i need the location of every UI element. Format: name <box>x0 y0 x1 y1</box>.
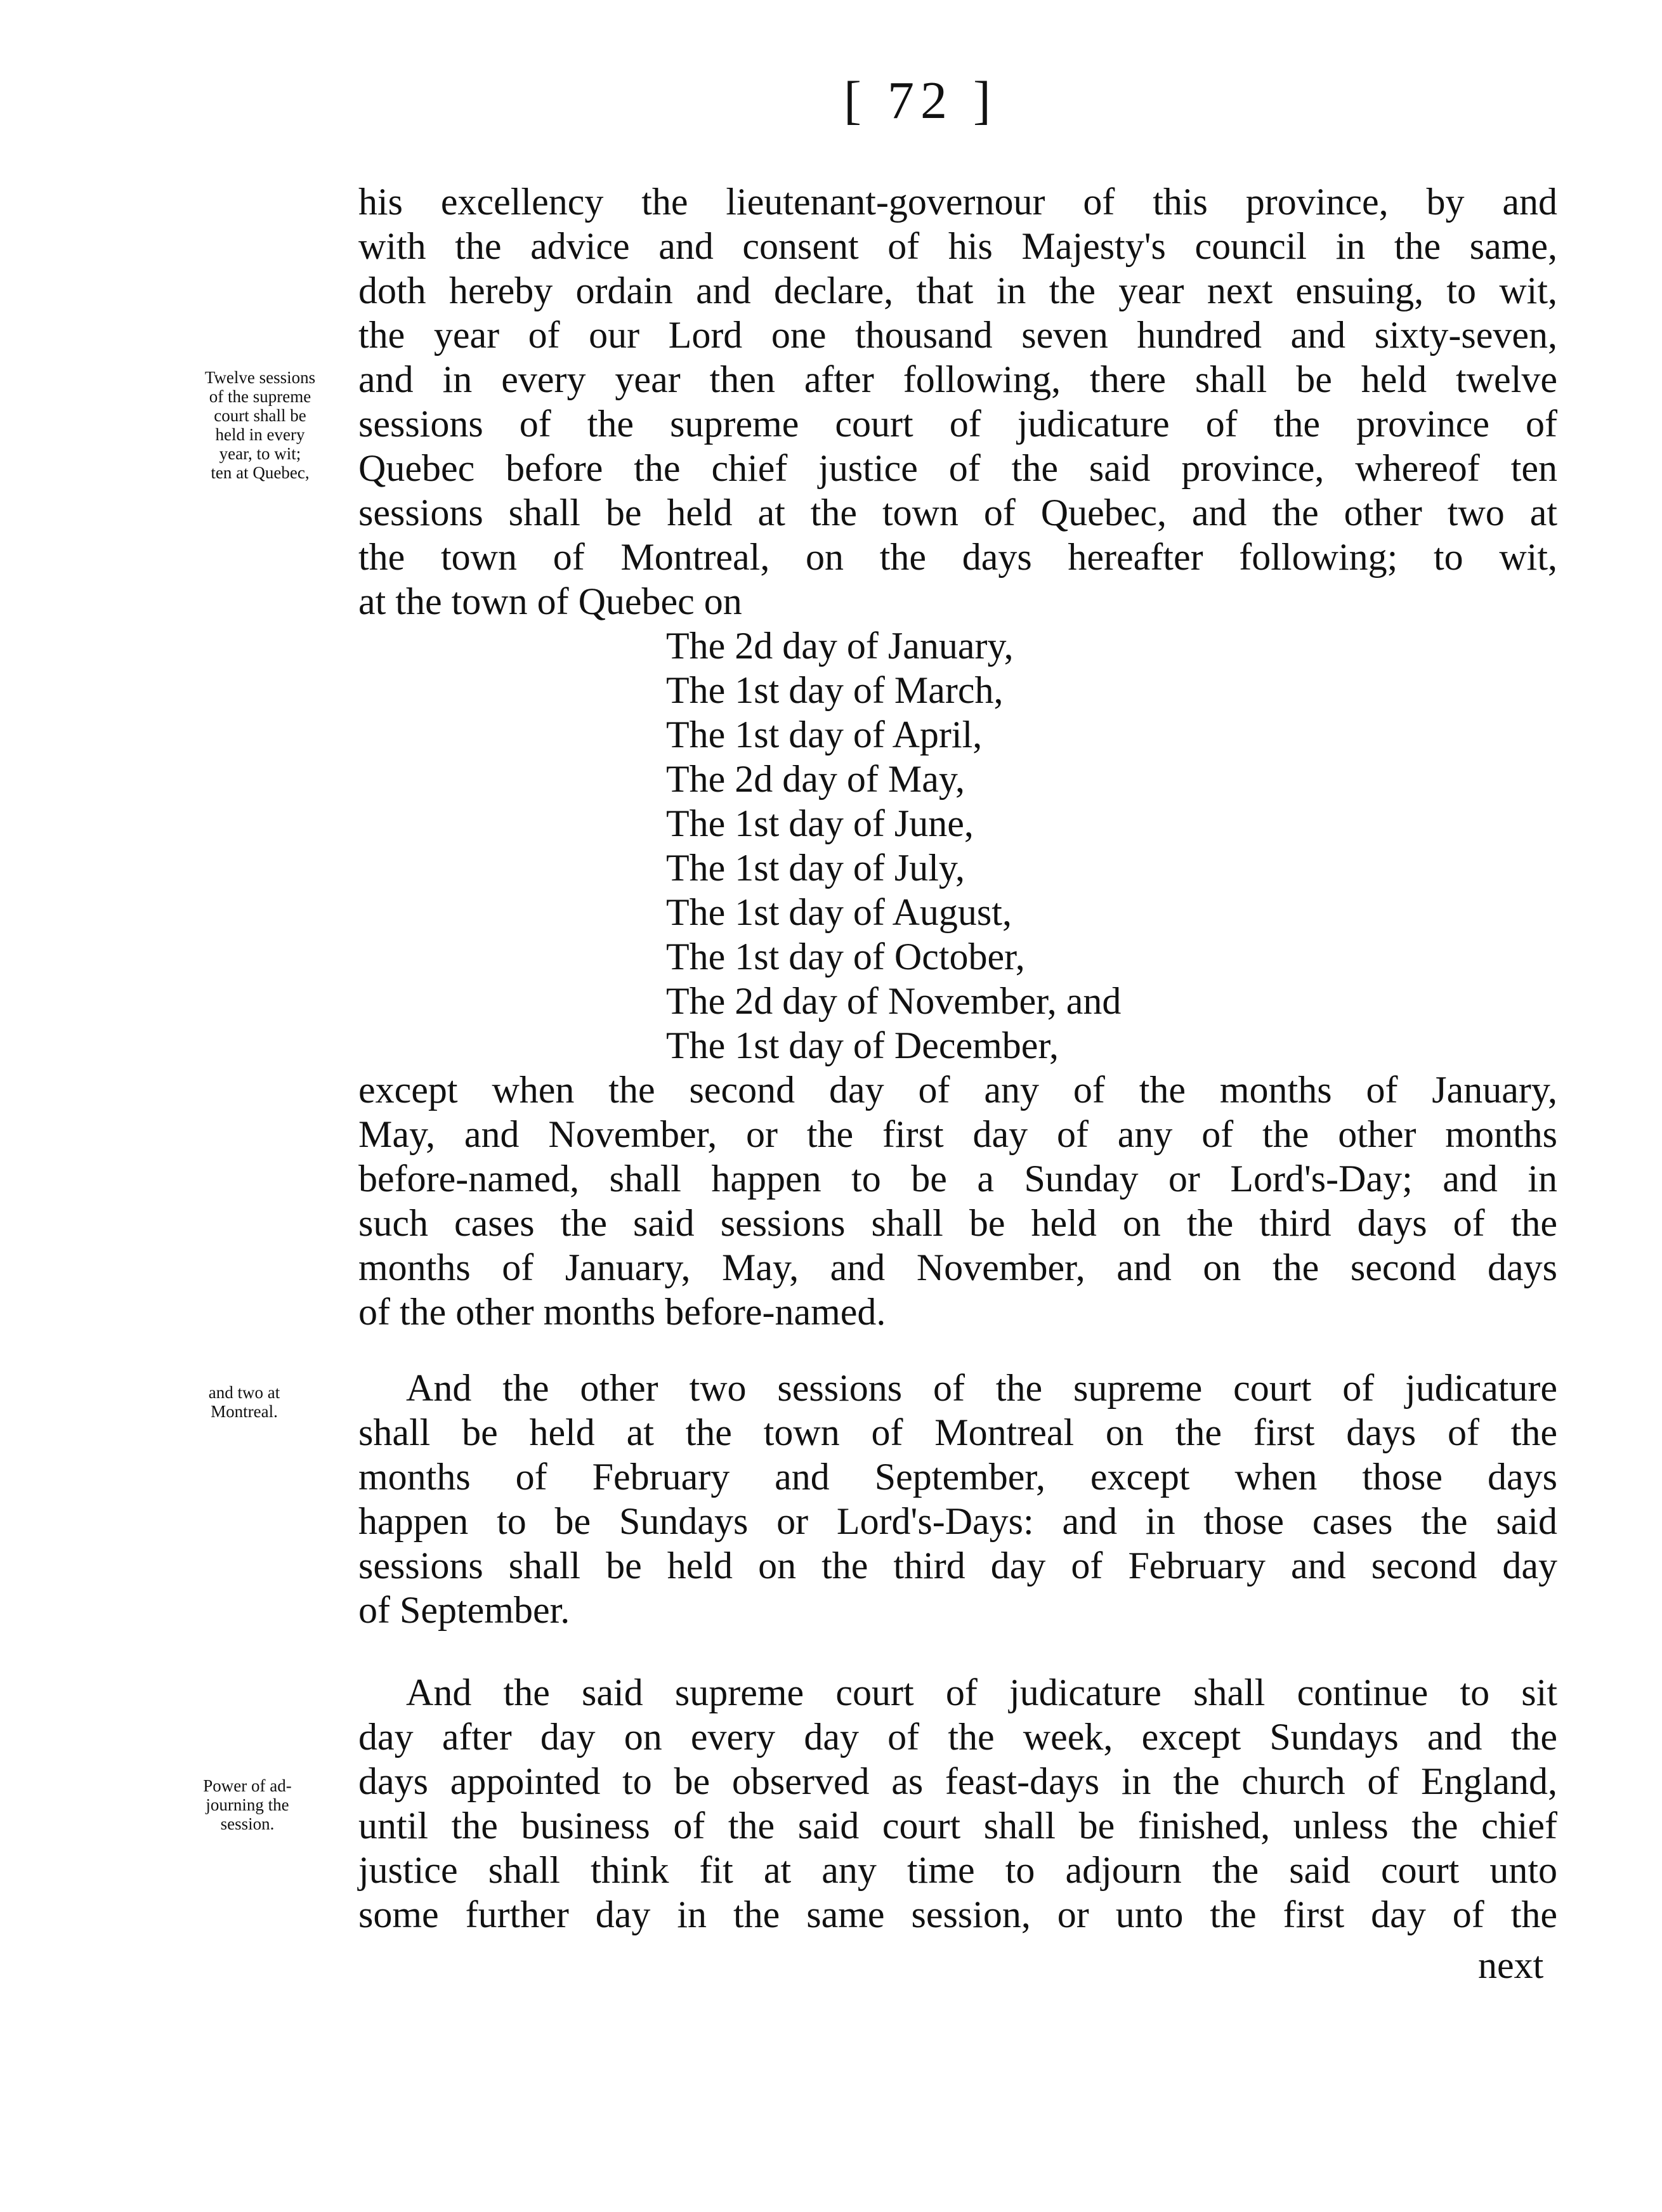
margin-note-line: ten at Quebec, <box>211 463 310 482</box>
text-line: And the other two sessions of the supreme court of judicature <box>406 1367 1557 1409</box>
date-list-item: The 1st day of March, <box>666 669 1004 711</box>
text-line: doth hereby ordain and declare, that in the year next ensuing, to wit, <box>358 270 1557 311</box>
date-list-item: The 2d day of May, <box>666 758 965 800</box>
text-line: day after day on every day of the week, except Sundays and the <box>358 1716 1557 1758</box>
text-line: except when the second day of any of the months of January, <box>358 1069 1557 1111</box>
text-line: before-named, shall happen to be a Sunday or Lord's-Day; and in <box>358 1158 1557 1200</box>
catchword: next <box>1478 1944 1544 1986</box>
text-line: at the town of Quebec on <box>358 580 742 622</box>
date-list-item: The 1st day of June, <box>666 802 974 844</box>
text-line: sessions shall be held at the town of Quebec, and the other two at <box>358 492 1557 533</box>
text-line: his excellency the lieutenant-governour of this province, by and <box>358 181 1557 223</box>
text-line: and in every year then after following, there shall be held twelve <box>358 358 1557 400</box>
text-line: May, and November, or the first day of any of the other months <box>358 1113 1557 1155</box>
date-list-item: The 1st day of August, <box>666 891 1012 933</box>
text-line: shall be held at the town of Montreal on the first days of the <box>358 1411 1557 1453</box>
text-line: And the said supreme court of judicature shall continue to sit <box>406 1672 1557 1713</box>
margin-note-line: of the supreme <box>209 387 311 406</box>
text-line: with the advice and consent of his Majesty's council in the same, <box>358 225 1557 267</box>
margin-note-line: Power of ad- <box>203 1776 292 1795</box>
text-line: such cases the said sessions shall be held on the third days of the <box>358 1202 1557 1244</box>
margin-note-line: session. <box>220 1814 275 1833</box>
margin-note-twelve-sessions <box>174 368 346 482</box>
text-line: of September. <box>358 1589 570 1631</box>
page-number: [ 72 ] <box>844 71 997 130</box>
text-line: the year of our Lord one thousand seven hundred and sixty-seven, <box>358 314 1557 356</box>
margin-note-line: year, to wit; <box>219 444 301 463</box>
text-line: some further day in the same session, or unto the first day of the <box>358 1894 1557 1935</box>
date-list-item: The 1st day of October, <box>666 936 1025 978</box>
text-line: sessions shall be held on the third day of February and second day <box>358 1545 1557 1587</box>
margin-note-line: held in every <box>215 425 305 444</box>
margin-note-line: court shall be <box>214 406 306 425</box>
text-line: of the other months before-named. <box>358 1291 886 1333</box>
margin-note-two-at-montreal <box>174 1383 314 1421</box>
margin-note-line: Montreal. <box>211 1402 278 1421</box>
text-line: happen to be Sundays or Lord's-Days: and in those cases the said <box>358 1500 1557 1542</box>
text-line: the town of Montreal, on the days hereafter following; to wit, <box>358 536 1557 578</box>
date-list-item: The 2d day of November, and <box>666 980 1122 1022</box>
margin-note-line: Twelve sessions <box>204 368 316 387</box>
margin-note-line: and two at <box>208 1383 280 1402</box>
margin-note-line: journing the <box>206 1795 289 1814</box>
date-list-item: The 2d day of January, <box>666 625 1014 667</box>
text-line: months of February and September, except when those days <box>358 1456 1557 1498</box>
text-line: until the business of the said court shall be finished, unless the chief <box>358 1805 1557 1847</box>
text-line: sessions of the supreme court of judicature of the province of <box>358 403 1557 445</box>
date-list-item: The 1st day of July, <box>666 847 965 889</box>
date-list-item: The 1st day of December, <box>666 1024 1059 1066</box>
text-line: Quebec before the chief justice of the said province, whereof ten <box>358 447 1557 489</box>
margin-note-power-of-adjourning <box>174 1776 320 1833</box>
text-line: days appointed to be observed as feast-days in the church of England, <box>358 1760 1557 1802</box>
date-list-item: The 1st day of April, <box>666 714 983 756</box>
text-line: justice shall think fit at any time to adjourn the said court unto <box>358 1849 1557 1891</box>
text-line: months of January, May, and November, and on the second days <box>358 1247 1557 1288</box>
